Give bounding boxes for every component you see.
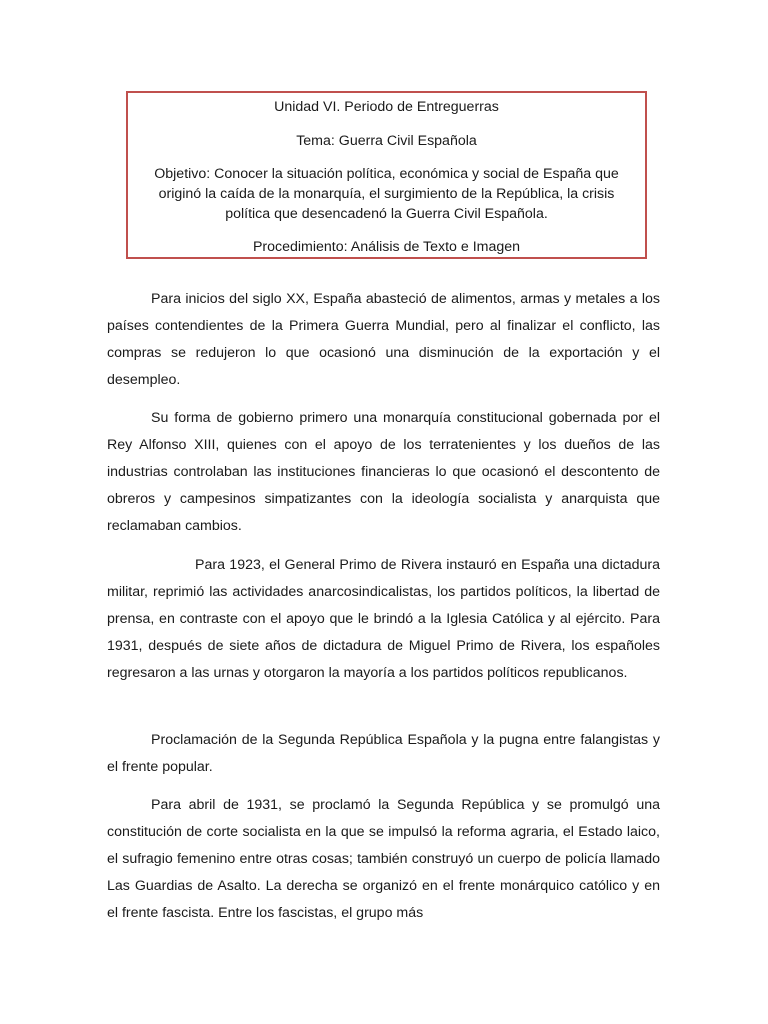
procedure-line: Procedimiento: Análisis de Texto e Imagen <box>252 239 521 255</box>
topic-line: Tema: Guerra Civil Española <box>296 133 477 149</box>
objective-line: Objetivo: Conocer la situación política, económica y social de España que originó la caída de la monarquía, el surgimiento de la República, la crisis política que desencadenó la Guerra Civil Española. <box>154 166 619 222</box>
paragraph-1-text: Para inicios del siglo XX, España abasteció de alimentos, armas y metales a los países contendientes de la Primera Guerra Mundial, pero al finalizar el conflicto, las compras se redujeron lo que ocasionó una disminución de la exportación y el desempleo. <box>107 291 660 388</box>
paragraph-2-text: Su forma de gobierno primero una monarquía constitucional gobernada por el Rey Alfonso XIII, quienes con el apoyo de los terratenientes y los dueños de las industrias controlaban las instituciones financieras lo que ocasionó el descontento de obreros y campesinos simpatizantes con la ideología socialista y anarquista que reclamaban cambios. <box>107 410 660 534</box>
paragraph-1 <box>107 286 660 394</box>
paragraph-3 <box>107 552 660 687</box>
paragraph-5-text: Para abril de 1931, se proclamó la Segunda República y se promulgó una constitución de corte socialista en la que se impulsó la reforma agraria, el Estado laico, el sufragio femenino entre otras cosas; también construyó un cuerpo de policía llamado Las Guardias de Asalto. La derecha se organizó en el frente monárquico católico y en el frente fascista. Entre los fascistas, el grupo más <box>107 797 660 921</box>
unit-title: Unidad VI. Periodo de Entreguerras <box>274 99 499 115</box>
paragraph-3-text: Para 1923, el General Primo de Rivera instauró en España una dictadura militar, reprimió las actividades anarcosindicalistas, los partidos políticos, la libertad de prensa, en contraste con el apoyo que le brindó a la Iglesia Católica y al ejército. Para 1931, después de siete años de dictadura de Miguel Primo de Rivera, los españoles regresaron a las urnas y otorgaron la mayoría a los partidos políticos republicanos. <box>107 557 660 681</box>
paragraph-5 <box>107 792 660 927</box>
section-heading-paragraph <box>107 727 660 781</box>
unit-header-box <box>126 91 647 259</box>
paragraph-2 <box>107 405 660 540</box>
paragraph-4-text: Proclamación de la Segunda República Española y la pugna entre falangistas y el frente popular. <box>107 732 660 775</box>
